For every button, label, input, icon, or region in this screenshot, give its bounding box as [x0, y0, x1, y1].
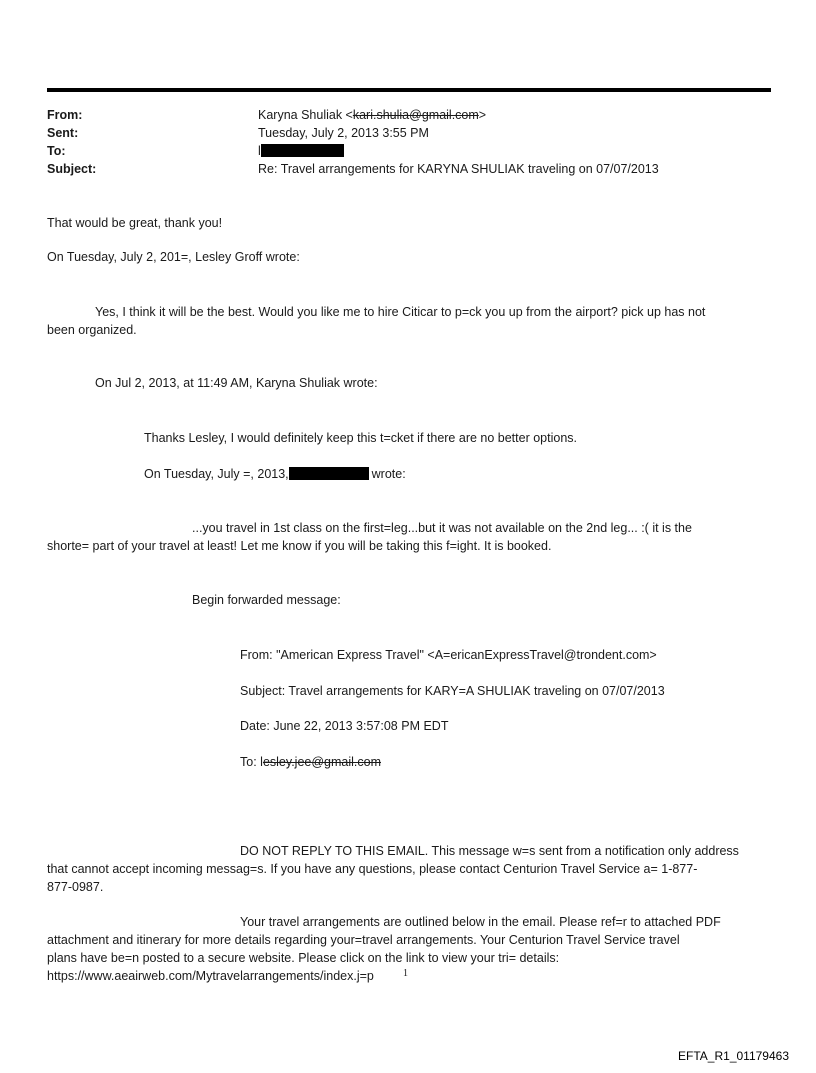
- body-line-1: That would be great, thank you!: [47, 216, 223, 230]
- from-value: Karyna Shuliak <kari.shulia@gmail.com>: [258, 108, 487, 122]
- header-rule: [47, 88, 771, 92]
- fwd-from: From: "American Express Travel" <A=ericanExpressTravel@trondent.com>: [240, 648, 657, 662]
- fwd-to: To: lesley.jee@gmail.com: [240, 755, 381, 769]
- fwd-subject: Subject: Travel arrangements for KARY=A SHULIAK traveling on 07/07/2013: [240, 684, 665, 698]
- subject-value: Re: Travel arrangements for KARYNA SHULIAK traveling on 07/07/2013: [258, 162, 659, 176]
- body-line-6: On Tuesday, July =, 2013, wrote:: [144, 467, 406, 481]
- fwd-to-email[interactable]: esley.jee@gmail.com: [262, 755, 381, 769]
- body-line-4: On Jul 2, 2013, at 11:49 AM, Karyna Shuliak wrote:: [95, 376, 378, 390]
- body-line-5: Thanks Lesley, I would definitely keep this t=cket if there are no better options.: [144, 431, 577, 445]
- para-3-cont: been organized.: [47, 323, 137, 337]
- body-line-8: Begin forwarded message:: [192, 593, 341, 607]
- para-10-cont-2: plans have be=n posted to a secure website. Please click on the link to view your tri= details:: [47, 951, 560, 965]
- para-7-cont: shorte= part of your travel at least! Let me know if you will be taking this f=ight. It is booked.: [47, 539, 552, 553]
- from-label: From:: [47, 108, 83, 122]
- para-9-cont-2: 877-0987.: [47, 880, 104, 894]
- from-email[interactable]: kari.shulia@gmail.com: [352, 108, 479, 122]
- redaction-block: [289, 467, 369, 480]
- para-10-first: Your travel arrangements are outlined below in the email. Please ref=r to attached PDF: [240, 915, 721, 929]
- to-label: To:: [47, 144, 66, 158]
- para-9-cont-1: that cannot accept incoming messag=s. If you have any questions, please contact Centurion Travel Service a= 1-877-: [47, 862, 698, 876]
- para-3-first: Yes, I think it will be the best. Would you like me to hire Citicar to p=ck you up from the airport? pick up has not: [95, 305, 706, 319]
- para-7-first: ...you travel in 1st class on the first=leg...but it was not available on the 2nd leg... :( it is the: [192, 521, 692, 535]
- page-number: 1: [403, 968, 408, 979]
- sent-label: Sent:: [47, 126, 79, 140]
- body-line-2: On Tuesday, July 2, 201=, Lesley Groff wrote:: [47, 250, 300, 264]
- subject-label: Subject:: [47, 162, 97, 176]
- to-value: l: [258, 142, 344, 160]
- fwd-date: Date: June 22, 2013 3:57:08 PM EDT: [240, 719, 449, 733]
- redaction-block: [261, 144, 344, 157]
- document-id: EFTA_R1_01179463: [678, 1049, 789, 1063]
- para-10-cont-1: attachment and itinerary for more details regarding your=travel arrangements. Your Centurion Travel Service travel: [47, 933, 680, 947]
- travel-link[interactable]: https://www.aeairweb.com/Mytravelarrangements/index.j=p: [47, 969, 374, 983]
- sent-value: Tuesday, July 2, 2013 3:55 PM: [258, 126, 429, 140]
- para-9-first: DO NOT REPLY TO THIS EMAIL. This message w=s sent from a notification only address: [240, 844, 739, 858]
